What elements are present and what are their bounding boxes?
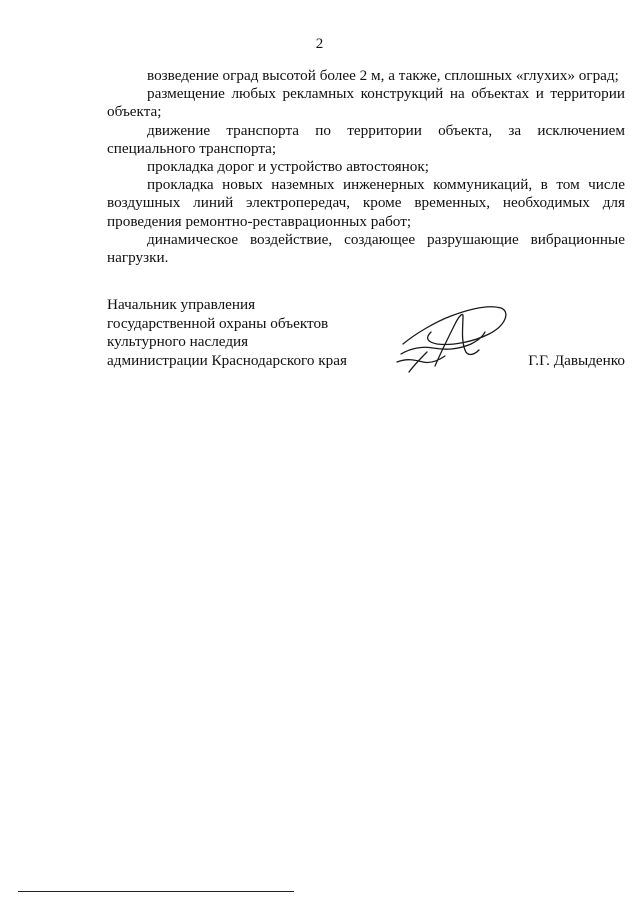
paragraph: прокладка новых наземных инженерных коммуникаций, в том числе воздушных линий электропередач, кроме временных, необходимых для проведения ремонтно-реставрационных работ; (107, 176, 625, 230)
position-line: культурного наследия (107, 333, 249, 351)
footer-divider (18, 891, 294, 892)
paragraph: размещение любых рекламных конструкций на объектах и территории объекта; (107, 85, 625, 121)
paragraph: прокладка дорог и устройство автостоянок; (147, 158, 429, 176)
position-line: администрации Краснодарского края (107, 351, 347, 369)
paragraph: динамическое воздействие, создающее разрушающие вибрационные нагрузки. (107, 230, 625, 267)
paragraph: возведение оград высотой более 2 м, а также, сплошных «глухих» оград; (147, 67, 619, 84)
signatory-name: Г.Г. Давыденко (528, 352, 625, 369)
position-line: государственной охраны объектов (107, 314, 329, 332)
page-number: 2 (315, 36, 324, 52)
position-line: Начальник управления (107, 296, 256, 313)
signatory-position (107, 296, 347, 370)
handwritten-signature (393, 300, 511, 380)
paragraph: движение транспорта по территории объекта, за исключением специального транспорта; (107, 121, 625, 157)
document-body (107, 67, 625, 267)
